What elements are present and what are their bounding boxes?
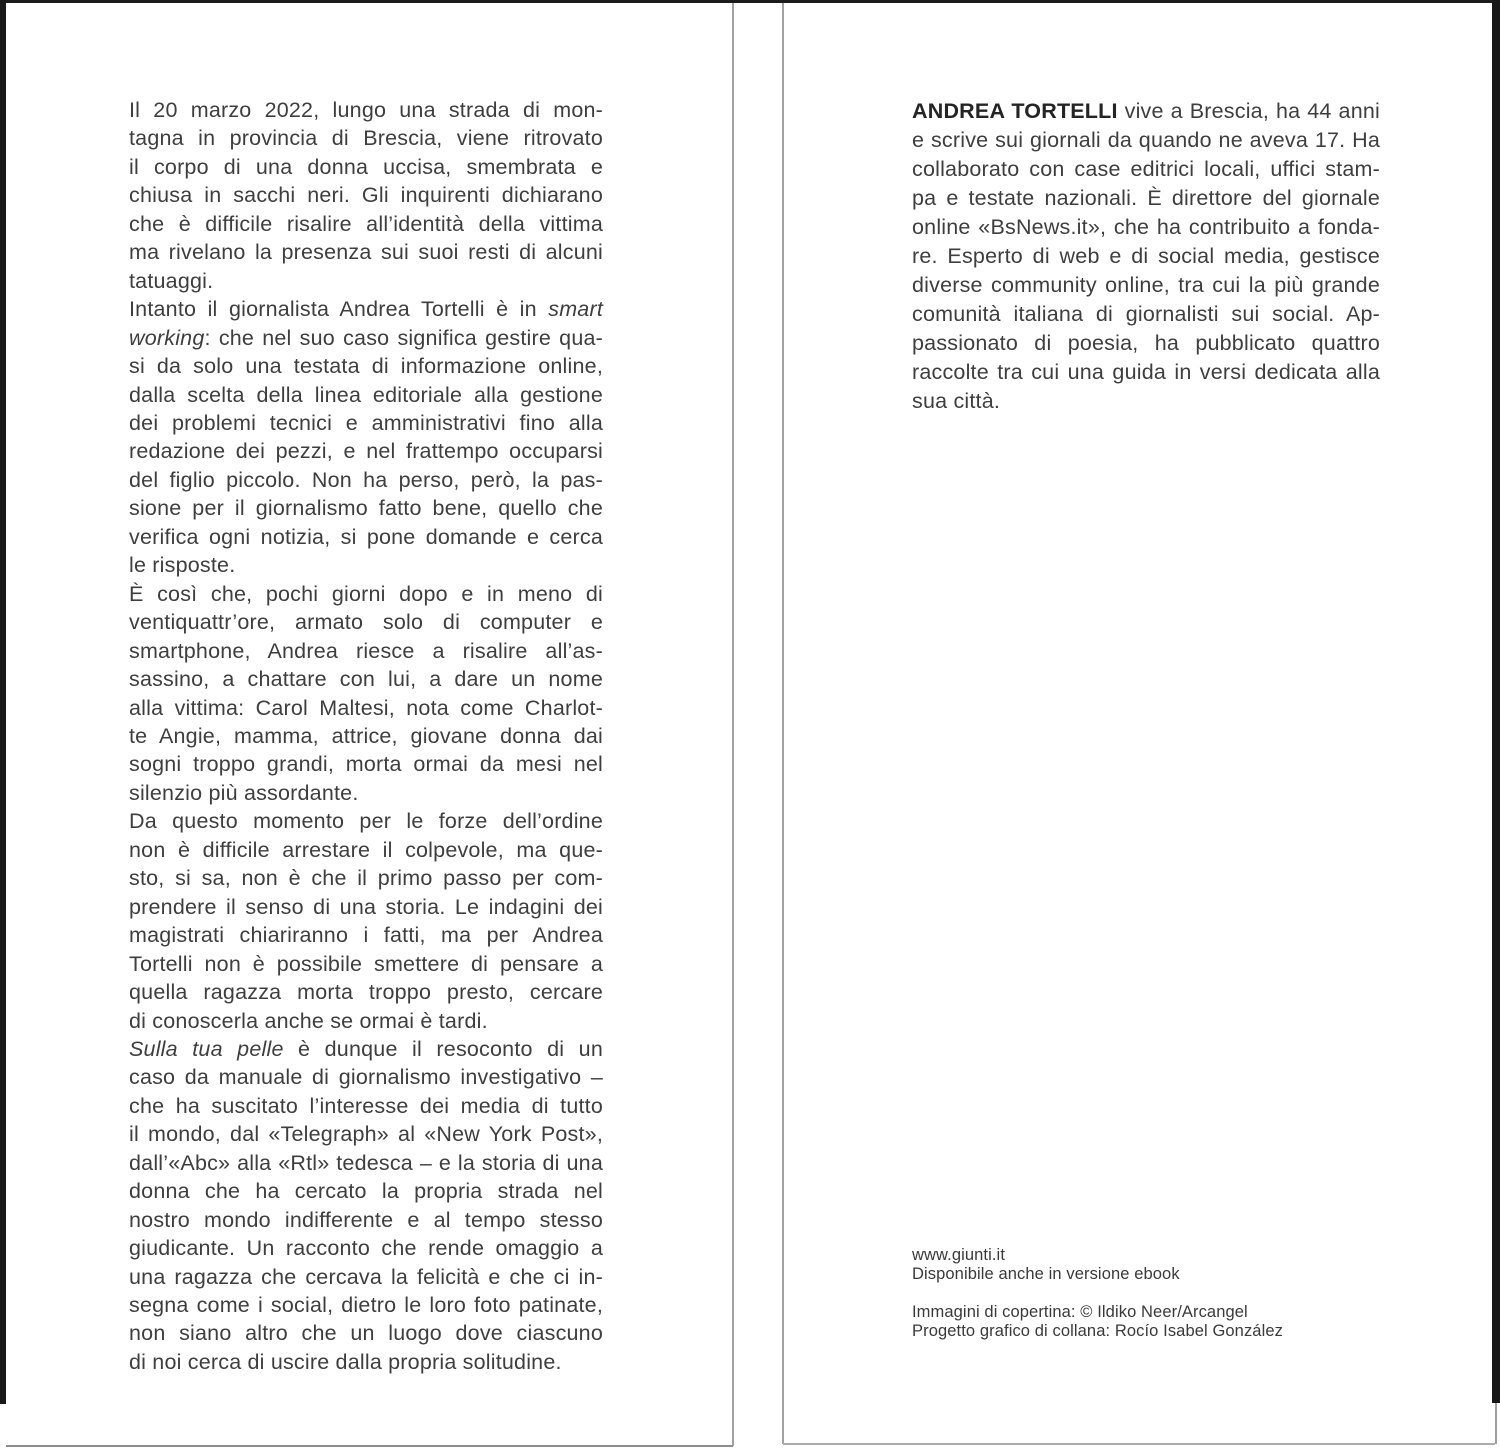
text-line xyxy=(129,1234,603,1262)
text-run: sione per il giornalismo fatto bene, quello che xyxy=(129,496,603,521)
publisher-spacer xyxy=(912,1284,1372,1303)
italic-text-run: smart xyxy=(548,297,603,322)
text-line xyxy=(129,750,603,778)
text-run: dall’«Abc» alla «Rtl» tedesca – e la storia di una xyxy=(129,1150,603,1175)
text-run: nostro mondo indifferente e al tempo stesso xyxy=(129,1207,603,1232)
scan-right-edge-tail xyxy=(1495,1403,1497,1444)
text-run: dalla scelta della linea editoriale alla gestione xyxy=(129,382,603,407)
text-run: ma rivelano la presenza sui suoi resti di alcuni xyxy=(129,240,603,265)
text-line xyxy=(129,437,603,465)
text-line xyxy=(912,358,1380,387)
text-run: tagna in provincia di Brescia, viene ritrovato xyxy=(129,126,603,151)
text-line xyxy=(129,494,603,522)
text-line xyxy=(129,153,603,181)
text-run: è dunque il resoconto di un xyxy=(283,1036,603,1061)
text-line xyxy=(129,893,603,921)
right-flap-left-edge xyxy=(782,3,784,1444)
publisher-info xyxy=(912,1246,1372,1341)
text-run: sua città. xyxy=(912,389,1001,413)
text-line xyxy=(912,155,1380,184)
text-line xyxy=(129,352,603,380)
text-line xyxy=(912,271,1380,300)
text-run: collaborato con case editrici locali, uffici stam- xyxy=(912,157,1380,181)
text-line xyxy=(129,694,603,722)
text-line xyxy=(912,242,1380,271)
text-line xyxy=(129,1319,603,1347)
text-run: dei problemi tecnici e amministrativi fino alla xyxy=(129,410,603,435)
text-line xyxy=(912,329,1380,358)
text-line xyxy=(912,387,1380,416)
text-run: redazione dei pezzi, e nel frattempo occuparsi xyxy=(129,439,603,464)
text-line xyxy=(129,1007,603,1035)
text-run: vive a Brescia, ha 44 anni xyxy=(1117,99,1380,123)
text-line xyxy=(129,1063,603,1091)
text-run: sassino, a chattare con lui, a dare un nome xyxy=(129,667,603,692)
text-run: verifica ogni notizia, si pone domande e cerca xyxy=(129,524,603,549)
text-run: tatuaggi. xyxy=(129,268,214,293)
text-line xyxy=(129,1149,603,1177)
text-run: segna come i social, dietro le loro foto patinate, xyxy=(129,1293,603,1318)
text-line xyxy=(912,300,1380,329)
text-line xyxy=(129,1120,603,1148)
text-run: Da questo momento per le forze dell’ordine xyxy=(129,809,603,834)
text-run: non siano altro che un luogo dove ciascuno xyxy=(129,1321,603,1346)
italic-text-run: Sulla tua pelle xyxy=(129,1036,284,1061)
text-line xyxy=(129,238,603,266)
text-line xyxy=(129,779,603,807)
publisher-website: www.giunti.it xyxy=(912,1246,1006,1264)
text-line xyxy=(129,210,603,238)
text-run: te Angie, mamma, attrice, giovane donna dai xyxy=(129,723,603,748)
series-design-credit: Progetto grafico di collana: Rocío Isabel González xyxy=(912,1322,1283,1340)
text-run: : che nel suo caso significa gestire qua- xyxy=(204,325,603,350)
text-line xyxy=(129,807,603,835)
text-line xyxy=(129,181,603,209)
ebook-availability-note: Disponibile anche in versione ebook xyxy=(912,1265,1180,1283)
text-run: una ragazza che cercava la felicità e che ci in- xyxy=(129,1264,603,1289)
text-run: raccolte tra cui una guida in versi dedicata alla xyxy=(912,360,1380,384)
text-line xyxy=(912,97,1380,126)
text-run: chiusa in sacchi neri. Gli inquirenti dichiarano xyxy=(129,183,603,208)
text-run: magistrati chiariranno i fatti, ma per Andrea xyxy=(129,923,603,948)
text-line xyxy=(129,1177,603,1205)
text-line xyxy=(912,126,1380,155)
text-line xyxy=(129,466,603,494)
text-run: re. Esperto di web e di social media, gestisce xyxy=(912,244,1380,268)
author-bio xyxy=(912,97,1380,416)
text-line xyxy=(129,523,603,551)
right-flap xyxy=(784,3,1492,1443)
text-run: del figlio piccolo. Non ha perso, però, la pas- xyxy=(129,467,603,492)
text-run: online «BsNews.it», che ha contribuito a fonda- xyxy=(912,215,1380,239)
right-flap-bottom-edge xyxy=(783,1443,1495,1445)
text-run: sogni troppo grandi, morta ormai da mesi nel xyxy=(129,752,603,777)
text-run: il mondo, dal «Telegraph» al «New York Post», xyxy=(129,1122,603,1147)
text-line xyxy=(912,184,1380,213)
text-line xyxy=(129,124,603,152)
text-run: non è difficile arrestare il colpevole, ma que- xyxy=(129,837,603,862)
text-run: che ha suscitato l’interesse dei media di tutto xyxy=(129,1093,603,1118)
text-line xyxy=(129,836,603,864)
text-line xyxy=(129,551,603,579)
text-line xyxy=(129,637,603,665)
text-line xyxy=(129,580,603,608)
cover-image-credit: Immagini di copertina: © Ildiko Neer/Arcangel xyxy=(912,1303,1248,1321)
text-line xyxy=(129,950,603,978)
text-line xyxy=(129,295,603,323)
text-line xyxy=(129,665,603,693)
text-line xyxy=(129,1263,603,1291)
text-run: ventiquattr’ore, armato solo di computer e xyxy=(129,610,603,635)
text-run: si da solo una testata di informazione online, xyxy=(129,354,603,379)
text-run: che è difficile risalire all’identità della vittima xyxy=(129,211,603,236)
book-description xyxy=(129,96,603,1376)
text-line xyxy=(129,978,603,1006)
text-run: di conoscerla anche se ormai è tardi. xyxy=(129,1008,488,1033)
text-line xyxy=(129,381,603,409)
text-line xyxy=(129,864,603,892)
text-run: passionato di poesia, ha pubblicato quattro xyxy=(912,331,1380,355)
text-line xyxy=(129,1291,603,1319)
text-run: Il 20 marzo 2022, lungo una strada di mon- xyxy=(129,98,603,122)
text-run: le risposte. xyxy=(129,553,236,578)
text-run: quella ragazza morta troppo presto, cercare xyxy=(129,980,603,1005)
text-run: e scrive sui giornali da quando ne aveva 17. Ha xyxy=(912,128,1380,152)
text-run: diverse community online, tra cui la più grande xyxy=(912,273,1380,297)
text-line xyxy=(129,608,603,636)
text-run: il corpo di una donna uccisa, smembrata e xyxy=(129,154,603,179)
text-line xyxy=(129,267,603,295)
text-line xyxy=(129,324,603,352)
text-line xyxy=(129,96,603,124)
text-line xyxy=(129,1348,603,1376)
text-line xyxy=(129,722,603,750)
text-run: Tortelli non è possibile smettere di pensare a xyxy=(129,951,603,976)
text-run: alla vittima: Carol Maltesi, nota come Charlot- xyxy=(129,695,603,720)
italic-text-run: working xyxy=(129,325,205,350)
text-run: di noi cerca di uscire dalla propria solitudine. xyxy=(129,1349,562,1374)
text-run: Intanto il giornalista Andrea Tortelli è in xyxy=(129,297,549,322)
text-run: silenzio più assordante. xyxy=(129,780,359,805)
text-line xyxy=(129,1092,603,1120)
author-name-bold: ANDREA TORTELLI xyxy=(912,99,1118,123)
text-run: sto, si sa, non è che il primo passo per com- xyxy=(129,866,603,891)
left-flap-bottom-edge xyxy=(6,1445,733,1447)
text-run: comunità italiana di giornalisti sui social. Ap- xyxy=(912,302,1380,326)
text-run: smartphone, Andrea riesce a risalire all’as- xyxy=(129,638,603,663)
left-flap xyxy=(6,3,732,1445)
left-flap-right-edge xyxy=(732,3,734,1446)
text-line xyxy=(129,1035,603,1063)
scan-right-edge xyxy=(1492,0,1500,1403)
text-line xyxy=(129,1206,603,1234)
text-run: È così che, pochi giorni dopo e in meno di xyxy=(129,581,603,606)
text-line xyxy=(129,921,603,949)
text-run: caso da manuale di giornalismo investigativo – xyxy=(129,1065,603,1090)
text-line xyxy=(129,409,603,437)
text-run: pa e testate nazionali. È direttore del giornale xyxy=(912,186,1380,210)
text-line xyxy=(912,213,1380,242)
text-run: giudicante. Un racconto che rende omaggio a xyxy=(129,1236,603,1261)
text-run: donna che ha cercato la propria strada nel xyxy=(129,1179,603,1204)
text-run: prendere il senso di una storia. Le indagini dei xyxy=(129,894,603,919)
